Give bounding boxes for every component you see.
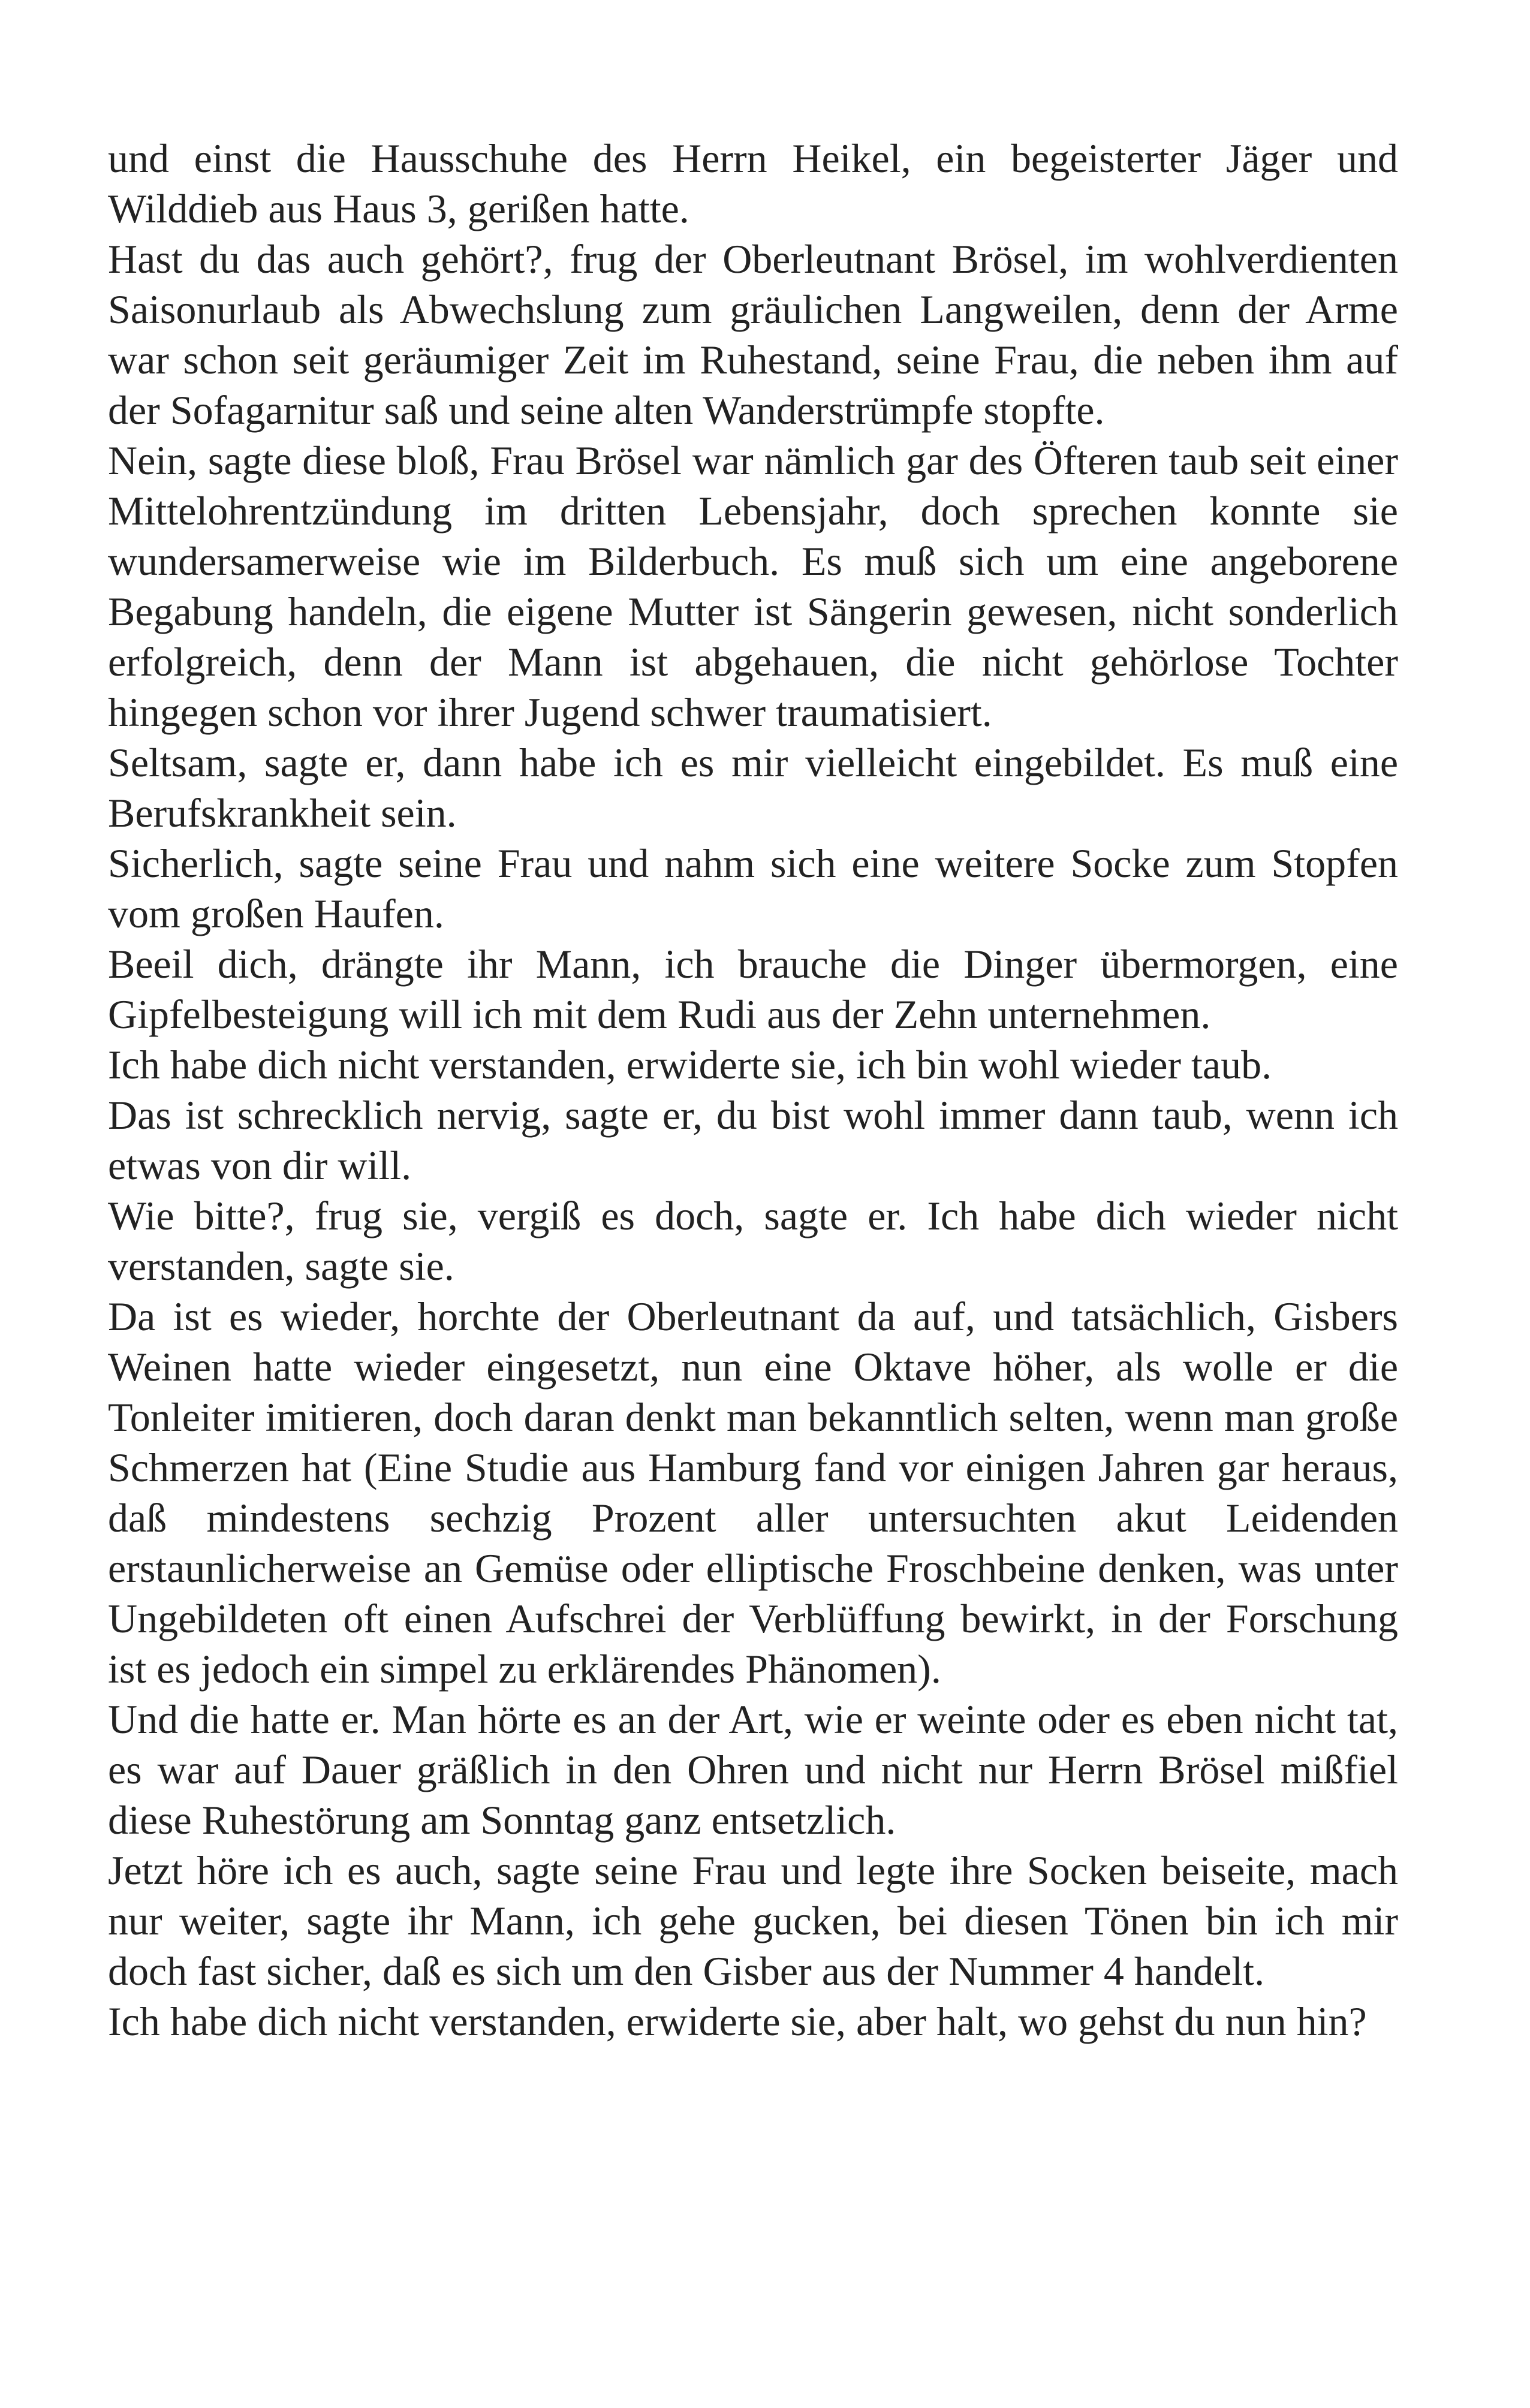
paragraph: Seltsam, sagte er, dann habe ich es mir vielleicht eingebildet. Es muß eine Berufskrankheit sein.: [108, 740, 1398, 836]
paragraph: und einst die Hausschuhe des Herrn Heikel, ein begeisterter Jäger und Wilddieb aus Haus 3, gerißen hatte.: [108, 135, 1398, 231]
paragraph: Nein, sagte diese bloß, Frau Brösel war nämlich gar des Öfteren taub seit einer Mittelohrentzündung im dritten Lebensjahr, doch sprechen konnte sie wundersamerweise wie im Bilderbuch. Es muß sich um eine angeborene Begabung handeln, die eigene Mutter ist Sängerin gewesen, nicht sonderlich erfolgreich, denn der Mann ist abgehauen, die nicht gehörlose Tochter hingegen schon vor ihrer Jugend schwer traumatisiert.: [108, 438, 1398, 735]
paragraph: Das ist schrecklich nervig, sagte er, du bist wohl immer dann taub, wenn ich etwas von dir will.: [108, 1092, 1398, 1188]
paragraph: Wie bitte?, frug sie, vergiß es doch, sagte er. Ich habe dich wieder nicht verstanden, sagte sie.: [108, 1193, 1398, 1289]
paragraph: Ich habe dich nicht verstanden, erwiderte sie, ich bin wohl wieder taub.: [108, 1042, 1272, 1087]
book-page: [108, 133, 1398, 2351]
paragraph: Sicherlich, sagte seine Frau und nahm sich eine weitere Socke zum Stopfen vom großen Haufen.: [108, 840, 1398, 936]
paragraph: Da ist es wieder, horchte der Oberleutnant da auf, und tatsächlich, Gisbers Weinen hatte wieder eingesetzt, nun eine Oktave höher, als wolle er die Tonleiter imitieren, doch daran denkt man bekanntlich selten, wenn man große Schmerzen hat (Eine Studie aus Hamburg fand vor einigen Jahren gar heraus, daß mindestens sechzig Prozent aller untersuchten akut Leidenden erstaunlicherweise an Gemüse oder elliptische Froschbeine denken, was unter Ungebildeten oft einen Aufschrei der Verblüffung bewirkt, in der Forschung ist es jedoch ein simpel zu erklärendes Phänomen).: [108, 1294, 1398, 1692]
paragraph: Ich habe dich nicht verstanden, erwiderte sie, aber halt, wo gehst du nun hin?: [108, 1999, 1367, 2044]
paragraph: Und die hatte er. Man hörte es an der Art, wie er weinte oder es eben nicht tat, es war auf Dauer gräßlich in den Ohren und nicht nur Herrn Brösel mißfiel diese Ruhestörung am Sonntag ganz entsetzlich.: [108, 1696, 1398, 1843]
paragraph: Hast du das auch gehört?, frug der Oberleutnant Brösel, im wohlverdienten Saisonurlaub als Abwechslung zum gräulichen Langweilen, denn der Arme war schon seit geräumiger Zeit im Ruhestand, seine Frau, die neben ihm auf der Sofagarnitur saß und seine alten Wanderstrümpfe stopfte.: [108, 236, 1398, 433]
paragraph: Beeil dich, drängte ihr Mann, ich brauche die Dinger übermorgen, eine Gipfelbesteigung will ich mit dem Rudi aus der Zehn unternehmen.: [108, 941, 1398, 1037]
paragraph: Jetzt höre ich es auch, sagte seine Frau und legte ihre Socken beiseite, mach nur weiter, sagte ihr Mann, ich gehe gucken, bei diesen Tönen bin ich mir doch fast sicher, daß es sich um den Gisber aus der Nummer 4 handelt.: [108, 1848, 1398, 1994]
